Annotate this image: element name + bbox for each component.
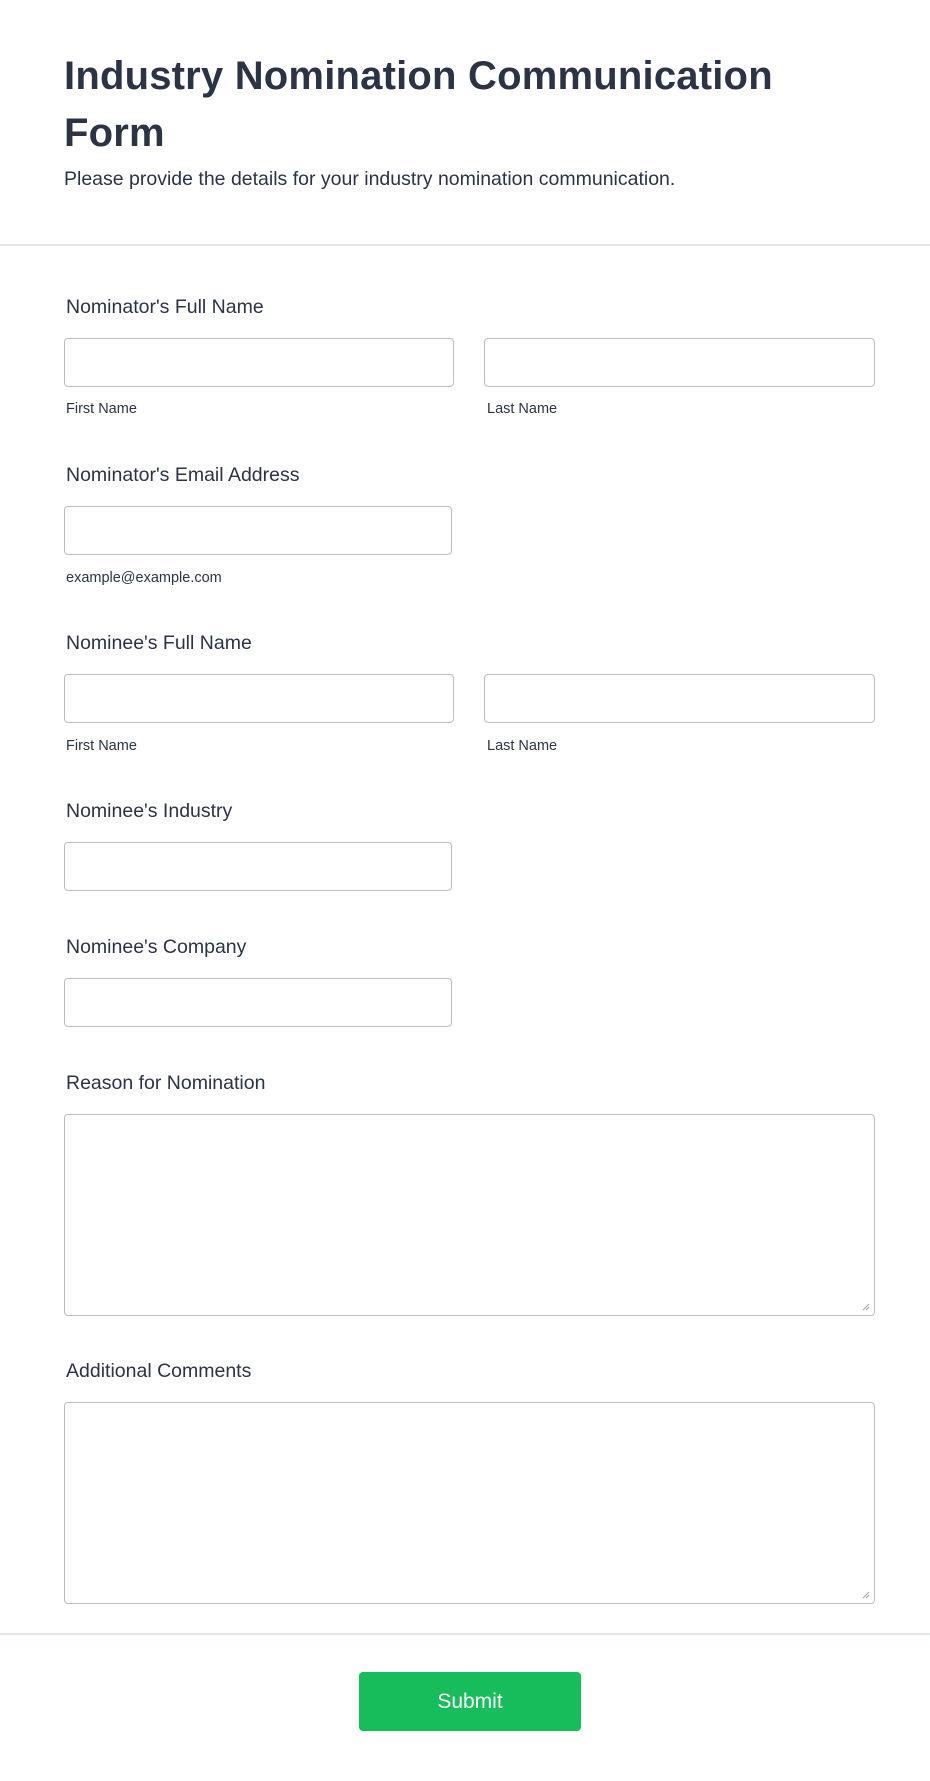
comments-label: Additional Comments xyxy=(66,1360,252,1382)
nominator-email-label: Nominator's Email Address xyxy=(66,464,300,486)
footer-divider xyxy=(0,1633,930,1635)
nominee-first-name-input[interactable] xyxy=(65,675,453,722)
nominee-company-field[interactable] xyxy=(64,978,452,1027)
page-subtitle: Please provide the details for your industry nomination communication. xyxy=(64,168,676,190)
nominee-company-input[interactable] xyxy=(65,979,451,1026)
comments-textarea[interactable] xyxy=(65,1403,874,1603)
nominator-last-name-sublabel: Last Name xyxy=(487,401,558,417)
nominee-industry-label: Nominee's Industry xyxy=(66,800,233,822)
nominator-first-name-sublabel: First Name xyxy=(66,401,137,417)
nominee-last-name-field[interactable] xyxy=(484,674,875,723)
page-title: Industry Nomination Communication Form xyxy=(64,54,773,155)
comments-field[interactable] xyxy=(64,1402,875,1604)
reason-field[interactable] xyxy=(64,1114,875,1316)
submit-button[interactable]: Submit xyxy=(359,1672,581,1731)
nominator-email-input[interactable] xyxy=(65,507,451,554)
header-divider xyxy=(0,244,930,246)
nominee-industry-field[interactable] xyxy=(64,842,452,891)
nominator-first-name-input[interactable] xyxy=(65,339,453,386)
nominator-name-label: Nominator's Full Name xyxy=(66,296,264,318)
nominee-first-name-sublabel: First Name xyxy=(66,738,137,754)
nominator-email-field[interactable] xyxy=(64,506,452,555)
reason-textarea[interactable] xyxy=(65,1115,874,1315)
nominator-last-name-input[interactable] xyxy=(485,339,874,386)
nominator-last-name-field[interactable] xyxy=(484,338,875,387)
resize-handle-icon[interactable] xyxy=(860,1301,870,1311)
nominee-name-label: Nominee's Full Name xyxy=(66,632,252,654)
nominee-company-label: Nominee's Company xyxy=(66,936,247,958)
nominator-first-name-field[interactable] xyxy=(64,338,454,387)
nominee-first-name-field[interactable] xyxy=(64,674,454,723)
reason-label: Reason for Nomination xyxy=(66,1072,266,1094)
nominee-industry-input[interactable] xyxy=(65,843,451,890)
resize-handle-icon[interactable] xyxy=(860,1589,870,1599)
nominee-last-name-sublabel: Last Name xyxy=(487,738,558,754)
nominator-email-sublabel: example@example.com xyxy=(66,570,222,586)
nominee-last-name-input[interactable] xyxy=(485,675,874,722)
